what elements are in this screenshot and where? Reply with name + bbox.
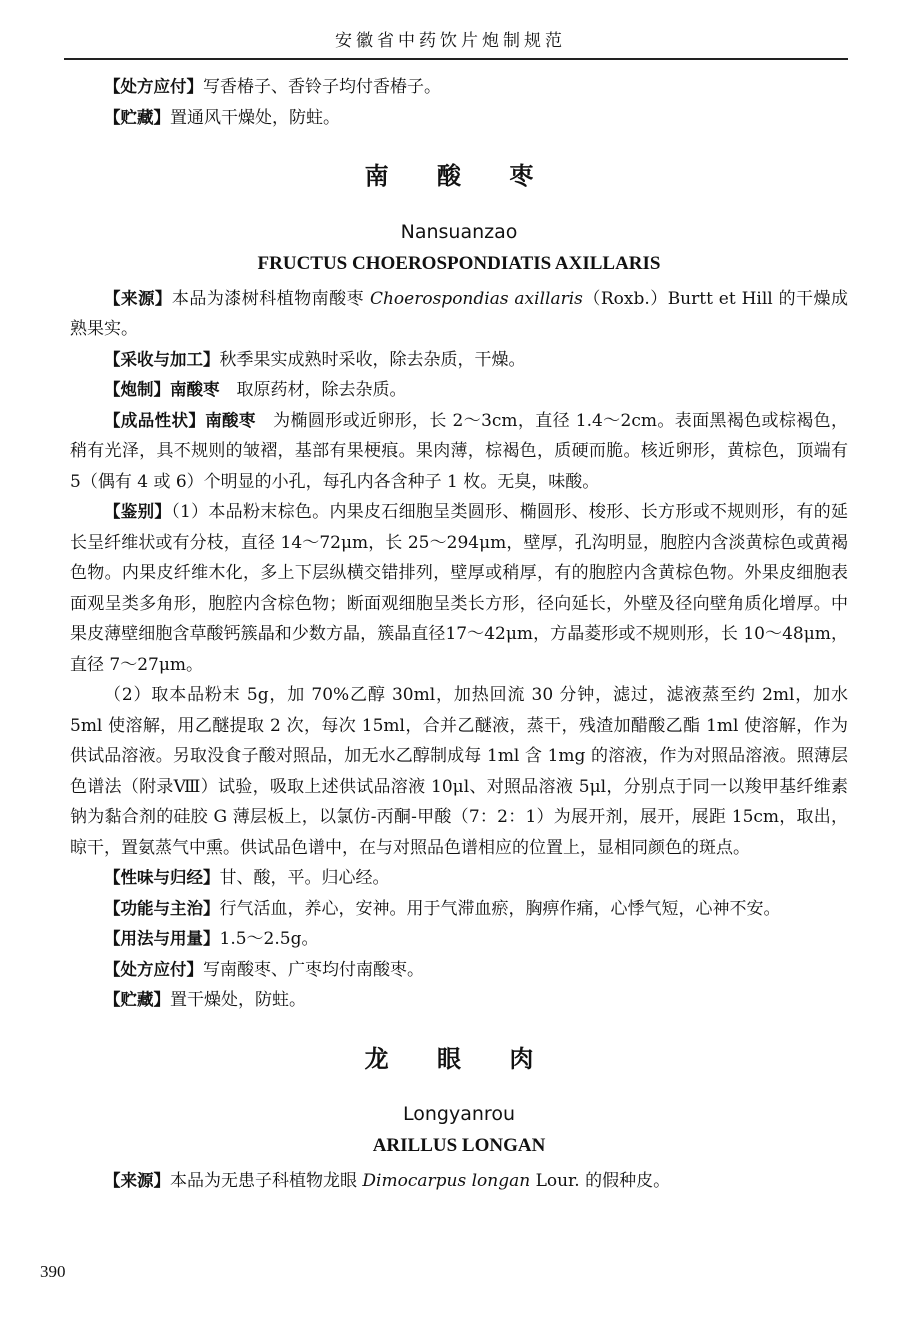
- traits-label: 【成品性状】: [104, 410, 206, 430]
- traits-paragraph: [70, 406, 848, 498]
- source-paragraph: [70, 284, 848, 345]
- traits-text: 为椭圆形或近卵形，长 2～3cm，直径 1.4～2cm。表面黑褐色或棕褐色，稍有光泽，具不规则的皱褶，基部有果梗痕。果肉薄，棕褐色，质硬而脆。核近卵形，黄棕色，顶端有 5（偶有 4 或 6）个明显的小孔，每孔内各含种子 1 枚。无臭，味酸。: [70, 410, 848, 492]
- running-header: 安徽省中药饮片炮制规范: [335, 31, 566, 51]
- processing-label: 【炮制】: [104, 380, 170, 399]
- harvest-label: 【采收与加工】: [104, 349, 220, 369]
- dosage-text: 1.5～2.5g。: [219, 929, 319, 949]
- processing-paragraph: [70, 375, 848, 406]
- ident-paragraph-1: [70, 497, 848, 680]
- header-rule: [64, 58, 848, 60]
- nature-text: 甘、酸，平。归心经。: [219, 868, 390, 888]
- source-label-longyanrou: 【来源】: [104, 1171, 170, 1190]
- entry-pinyin-longyanrou: Longyanrou: [403, 1103, 515, 1125]
- entry-latin-longyanrou: ARILLUS LONGAN: [372, 1135, 546, 1156]
- rx-label: 【处方应付】: [104, 959, 203, 979]
- nature-paragraph: [70, 863, 848, 894]
- prev-rx-paragraph: [70, 72, 848, 103]
- rx-paragraph: [70, 955, 848, 986]
- function-text: 行气活血，养心，安神。用于气滞血瘀，胸痹作痛，心悸气短，心神不安。: [219, 898, 781, 919]
- harvest-text: 秋季果实成熟时采收，除去杂质，干燥。: [219, 349, 526, 370]
- dosage-paragraph: [70, 924, 848, 955]
- prev-storage-label: 【贮藏】: [104, 107, 170, 127]
- prev-rx-text: 写香椿子、香铃子均付香椿子。: [203, 77, 441, 97]
- source-post-longyanrou: Lour. 的假种皮。: [530, 1171, 671, 1191]
- ident-text-1: （1）本品粉末棕色。内果皮石细胞呈类圆形、椭圆形、梭形、长方形或不规则形，有的延长呈纤维状或有分枝，直径 14～72μm，长 25～294μm，壁厚，孔沟明显，胞腔内含淡黄棕色或黄褐色物。内果皮纤维木化，多上下层纵横交错排列，壁厚或稍厚，有的胞腔内含黄棕色物。外果皮细胞表面观呈类多角形，胞腔内含棕色物；断面观细胞呈类长方形，径向延长，外壁及径向壁角质化增厚。中果皮薄壁细胞含草酸钙簇晶和少数方晶，簇晶直径17～42μm，方晶菱形或不规则形，长 10～48μm，直径 7～27μm。: [70, 502, 848, 675]
- ident-label: 【鉴别】: [104, 502, 172, 521]
- dosage-label: 【用法与用量】: [104, 929, 220, 948]
- harvest-paragraph: [70, 345, 848, 376]
- rx-text: 写南酸枣、广枣均付南酸枣。: [203, 959, 424, 980]
- prev-storage-paragraph: [70, 103, 848, 134]
- source-pre: 本品为漆树科植物南酸枣: [171, 288, 370, 309]
- source-label: 【来源】: [104, 288, 172, 308]
- source-pre-longyanrou: 本品为无患子科植物龙眼: [170, 1171, 363, 1191]
- source-species-longyanrou: Dimocarpus longan: [362, 1171, 531, 1191]
- storage-label: 【贮藏】: [104, 990, 170, 1009]
- ident-paragraph-2: [70, 680, 848, 863]
- prev-storage-text: 置通风干燥处，防蛀。: [170, 107, 340, 128]
- prev-rx-label: 【处方应付】: [104, 77, 203, 96]
- entry-pinyin-nansuanzao: Nansuanzao: [400, 220, 518, 243]
- processing-text: 取原药材，除去杂质。: [219, 380, 407, 400]
- storage-paragraph: [70, 985, 848, 1016]
- source-species: Choerospondias axillaris: [369, 288, 583, 309]
- entry-title-nansuanzao: 南 酸 枣: [364, 162, 554, 190]
- nature-label: 【性味与归经】: [104, 868, 220, 887]
- function-label: 【功能与主治】: [104, 898, 220, 918]
- traits-sub: 南酸枣: [205, 410, 256, 430]
- entry-latin-nansuanzao: FRUCTUS CHOEROSPONDIATIS AXILLARIS: [257, 252, 661, 274]
- source-post: （Roxb.）Burtt et Hill 的干燥成熟果实。: [70, 288, 848, 339]
- entry-title-longyanrou: 龙 眼 肉: [364, 1044, 554, 1073]
- processing-sub: 南酸枣: [170, 380, 220, 399]
- source-paragraph-longyanrou: [70, 1166, 848, 1197]
- page-number: 390: [40, 1262, 66, 1281]
- page-content: [70, 72, 848, 1197]
- storage-text: 置干燥处，防蛀。: [170, 990, 306, 1010]
- ident-text-2: （2）取本品粉末 5g，加 70%乙醇 30ml，加热回流 30 分钟，滤过，滤液蒸至约 2ml，加水 5ml 使溶解，用乙醚提取 2 次，每次 15ml，合并乙醚液，蒸干，残渣加醋酸乙酯 1ml 使溶解，作为供试品溶液。另取没食子酸对照品，加无水乙醇制成每 1ml 含 1mg 的溶液，作为对照品溶液。照薄层色谱法（附录Ⅷ）试验，吸取上述供试品溶液 10μl、对照品溶液 5μl，分别点于同一以羧甲基纤维素钠为黏合剂的硅胶 G 薄层板上，以氯仿-丙酮-甲酸（7：2：1）为展开剂，展开，展距 15cm，取出，晾干，置氨蒸气中熏。供试品色谱中，在与对照品色谱相应的位置上，显相同颜色的斑点。: [70, 685, 848, 858]
- function-paragraph: [70, 894, 848, 925]
